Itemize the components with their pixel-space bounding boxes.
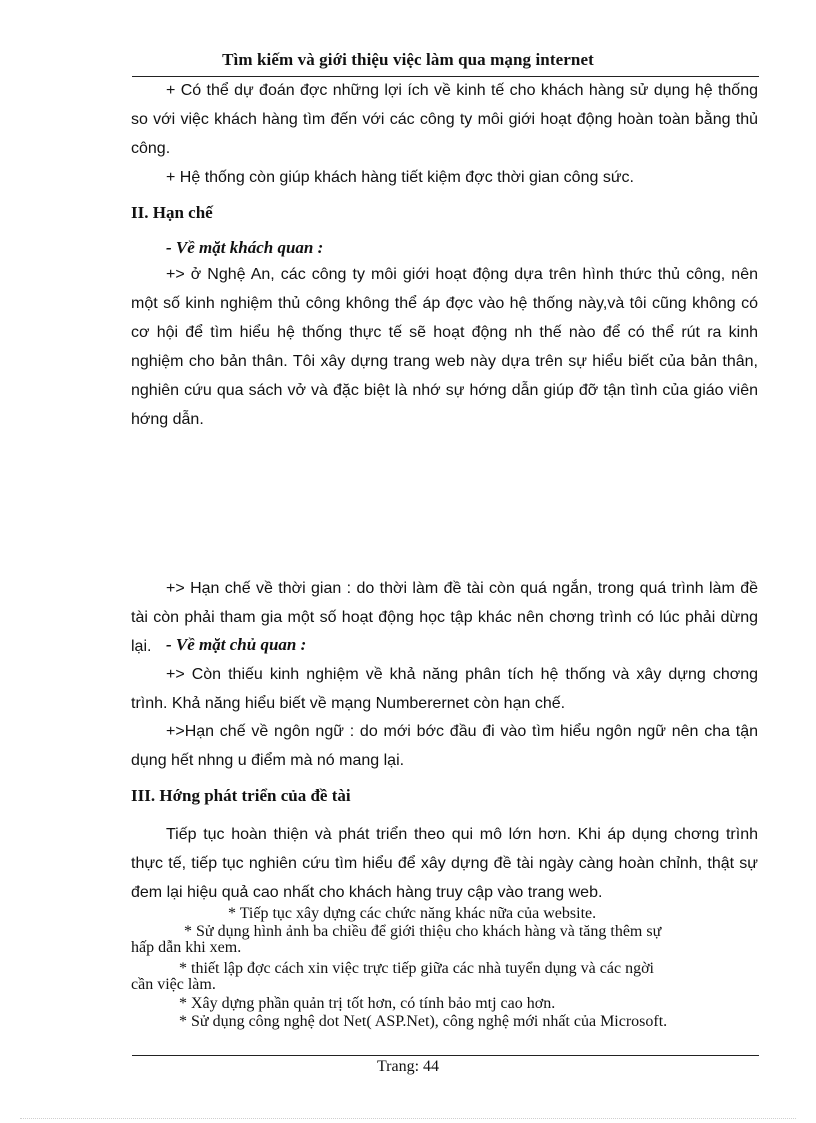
paragraph-time-saving: + Hệ thống còn giúp khách hàng tiết kiệm đợc thời gian công sức. [166, 169, 634, 186]
paragraph-benefit-forecast: + Có thể dự đoán đợc những lợi ích về kinh tế cho khách hàng sử dụng hệ thống so với việc khách hàng tìm đến với các công ty môi giới hoạt động hoàn toàn bằng thủ công. [131, 82, 758, 157]
paragraph-experience: +> Còn thiếu kinh nghiệm về khả năng phân tích hệ thống và xây dựng chơng trình. Khả năng hiểu biết về mạng Numberernet còn hạn chế. [131, 666, 758, 712]
bullet-3d-images-cont: hấp dẫn khi xem. [131, 939, 242, 956]
page-header-title: Tìm kiếm và giới thiệu việc làm qua mạng internet [222, 50, 594, 69]
bullet-admin: * Xây dựng phần quản trị tốt hơn, có tính bảo mtj cao hơn. [179, 995, 556, 1012]
bullet-3d-images: * Sử dụng hình ảnh ba chiều để giới thiệu cho khách hàng và tăng thêm sự [184, 923, 662, 940]
paragraph-nghe-an: +> ở Nghệ An, các công ty môi giới hoạt động dựa trên hình thức thủ công, nên một số kinh nghiệm thủ công không thể áp đợc vào hệ thống này,và tôi cũng không có cơ hội để tìm hiểu hệ thống thực tế sẽ hoạt động nh thế nào để có thể rút ra kinh nghiệm cho bản thân. Tôi xây dựng trang web này dựa trên sự hiểu biết của bản thân, nghiên cứu qua sách vở và đặc biệt là nhớ sự hớng dẫn giúp đỡ tận tình của giáo viên hớng dẫn. [131, 266, 758, 428]
bullet-direct-apply-cont: cần việc làm. [131, 976, 216, 993]
bullet-direct-apply: * thiết lập đợc cách xin việc trực tiếp giữa các nhà tuyển dụng và các ngời [179, 960, 654, 977]
section-heading-development: III. Hớng phát triển của đề tài [131, 786, 351, 805]
paragraph-time-limit: +> Hạn chế về thời gian : do thời làm đề tài còn quá ngắn, trong quá trình làm đề tài còn phải tham gia một số hoạt động học tập khác nên chơng trình có lúc phải dừng lại. [131, 580, 758, 655]
bullet-more-features: * Tiếp tục xây dựng các chức năng khác nữa của website. [228, 905, 597, 922]
section-heading-limitations: II. Hạn chế [131, 203, 213, 222]
page-number: Trang: 44 [376, 1058, 440, 1075]
page-edge-divider [20, 1118, 796, 1119]
paragraph-language: +>Hạn chế về ngôn ngữ : do mới bớc đầu đi vào tìm hiểu ngôn ngữ nên cha tận dụng hết nhng u điểm mà nó mang lại. [131, 723, 758, 769]
subheading-subjective: - Về mặt chủ quan : [166, 635, 307, 654]
footer-rule [132, 1055, 759, 1056]
paragraph-future: Tiếp tục hoàn thiện và phát triển theo qui mô lớn hơn. Khi áp dụng chơng trình thực tế, tiếp tục nghiên cứu tìm hiểu để xây dựng đề tài ngày càng hoàn chỉnh, thật sự đem lại hiệu quả cao nhất cho khách hàng truy cập vào trang web. [131, 826, 758, 901]
subheading-objective: - Về mặt khách quan : [166, 238, 324, 257]
bullet-dotnet: * Sử dụng công nghệ dot Net( ASP.Net), công nghệ mới nhất của Microsoft. [179, 1013, 668, 1030]
